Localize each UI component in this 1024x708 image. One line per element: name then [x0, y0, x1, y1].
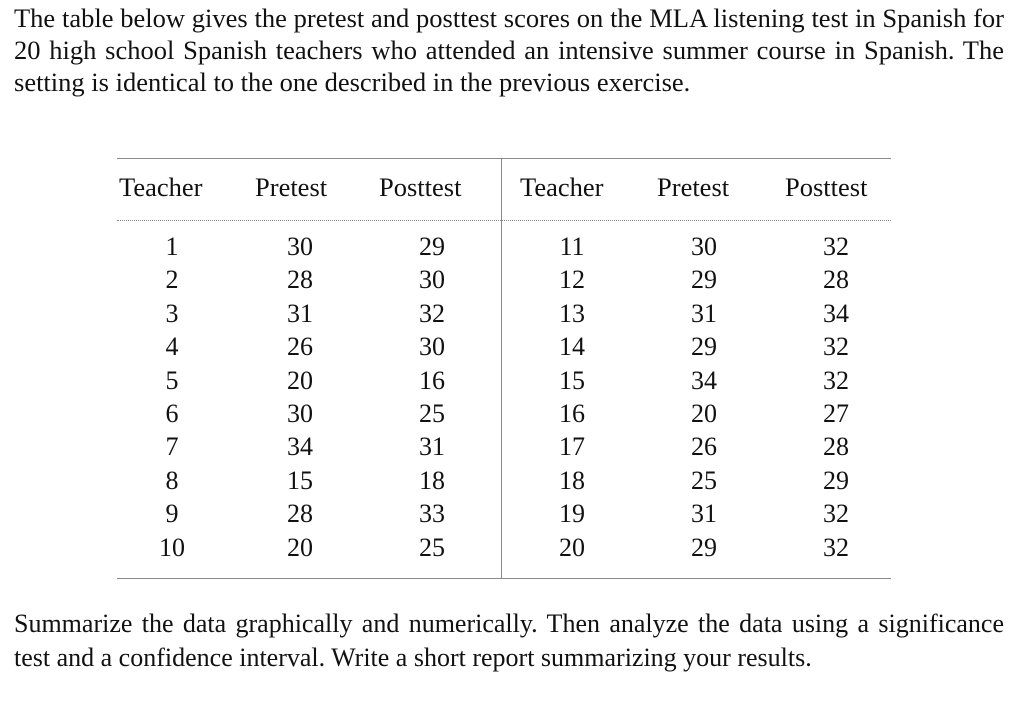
cell-posttest-right: 28 — [823, 265, 849, 295]
cell-teacher-left: 2 — [165, 265, 179, 295]
cell-posttest-right: 28 — [823, 432, 849, 462]
cell-teacher-left: 9 — [165, 499, 179, 529]
cell-pretest-left: 30 — [287, 232, 313, 261]
cell-pretest-right: 30 — [691, 232, 717, 261]
cell-pretest-right: 29 — [691, 265, 717, 295]
cell-teacher-right: 16 — [559, 399, 585, 428]
header-posttest-right: Posttest — [785, 172, 868, 202]
cell-teacher-right: 20 — [559, 532, 585, 562]
cell-posttest-left: 16 — [419, 365, 445, 395]
cell-pretest-left: 34 — [287, 432, 313, 462]
cell-posttest-left: 30 — [419, 332, 445, 362]
cell-pretest-right: 29 — [691, 332, 717, 362]
table-header-rule — [117, 220, 891, 221]
cell-posttest-left: 25 — [419, 532, 445, 562]
cell-pretest-right: 26 — [691, 432, 717, 462]
cell-posttest-left: 31 — [419, 432, 445, 462]
table-column-divider — [501, 158, 502, 578]
cell-teacher-right: 19 — [559, 499, 585, 529]
cell-pretest-right: 31 — [691, 499, 717, 529]
cell-posttest-left: 18 — [419, 465, 445, 495]
cell-pretest-left: 28 — [287, 265, 313, 295]
table-top-rule — [117, 158, 891, 159]
header-posttest-left: Posttest — [379, 172, 462, 202]
header-pretest-right: Pretest — [657, 172, 730, 202]
cell-pretest-left: 31 — [287, 298, 313, 328]
cell-teacher-left: 1 — [165, 232, 179, 261]
cell-pretest-right: 25 — [691, 465, 717, 495]
cell-posttest-right: 32 — [823, 499, 849, 529]
cell-pretest-right: 34 — [691, 365, 717, 395]
cell-teacher-right: 18 — [559, 465, 585, 495]
cell-posttest-right: 29 — [823, 465, 849, 495]
cell-posttest-right: 32 — [823, 532, 849, 562]
cell-teacher-left: 4 — [165, 332, 179, 362]
header-pretest-left: Pretest — [255, 172, 328, 202]
cell-teacher-right: 11 — [559, 232, 585, 261]
cell-posttest-right: 34 — [823, 298, 849, 328]
cell-pretest-left: 30 — [287, 399, 313, 428]
cell-posttest-left: 25 — [419, 399, 445, 428]
cell-teacher-right: 14 — [559, 332, 585, 362]
cell-pretest-left: 26 — [287, 332, 313, 362]
cell-pretest-left: 20 — [287, 532, 313, 562]
cell-posttest-left: 30 — [419, 265, 445, 295]
cell-teacher-left: 7 — [165, 432, 179, 462]
cell-teacher-right: 15 — [559, 365, 585, 395]
cell-posttest-right: 32 — [823, 232, 849, 261]
cell-pretest-left: 28 — [287, 499, 313, 529]
cell-teacher-left: 5 — [165, 365, 179, 395]
cell-pretest-left: 15 — [287, 465, 313, 495]
intro-paragraph: The table below gives the pretest and posttest scores on the MLA listening test in Spanish for 20 high school Spanish teachers who attended an intensive summer course in Spanish. The setting is identical to the one described in the previous exercise. — [14, 3, 1004, 97]
cell-teacher-left: 10 — [159, 532, 185, 562]
cell-posttest-left: 32 — [419, 298, 445, 328]
instructions-paragraph: Summarize the data graphically and numerically. Then analyze the data using a significance test and a confidence interval. Write a short report summarizing your results. — [14, 609, 1004, 672]
cell-posttest-left: 33 — [419, 499, 445, 529]
cell-pretest-right: 31 — [691, 298, 717, 328]
cell-teacher-right: 13 — [559, 298, 585, 328]
cell-posttest-left: 29 — [419, 232, 445, 261]
cell-posttest-right: 32 — [823, 332, 849, 362]
cell-pretest-right: 29 — [691, 532, 717, 562]
cell-pretest-left: 20 — [287, 365, 313, 395]
cell-teacher-left: 3 — [165, 298, 179, 328]
header-teacher-right: Teacher — [520, 172, 604, 202]
header-teacher-left: Teacher — [119, 172, 203, 202]
cell-teacher-right: 17 — [559, 432, 585, 462]
table-bottom-rule — [117, 578, 891, 579]
cell-teacher-left: 8 — [165, 465, 179, 495]
cell-posttest-right: 27 — [823, 399, 849, 428]
cell-teacher-left: 6 — [165, 399, 179, 428]
cell-posttest-right: 32 — [823, 365, 849, 395]
cell-pretest-right: 20 — [691, 399, 717, 428]
cell-teacher-right: 12 — [559, 265, 585, 295]
